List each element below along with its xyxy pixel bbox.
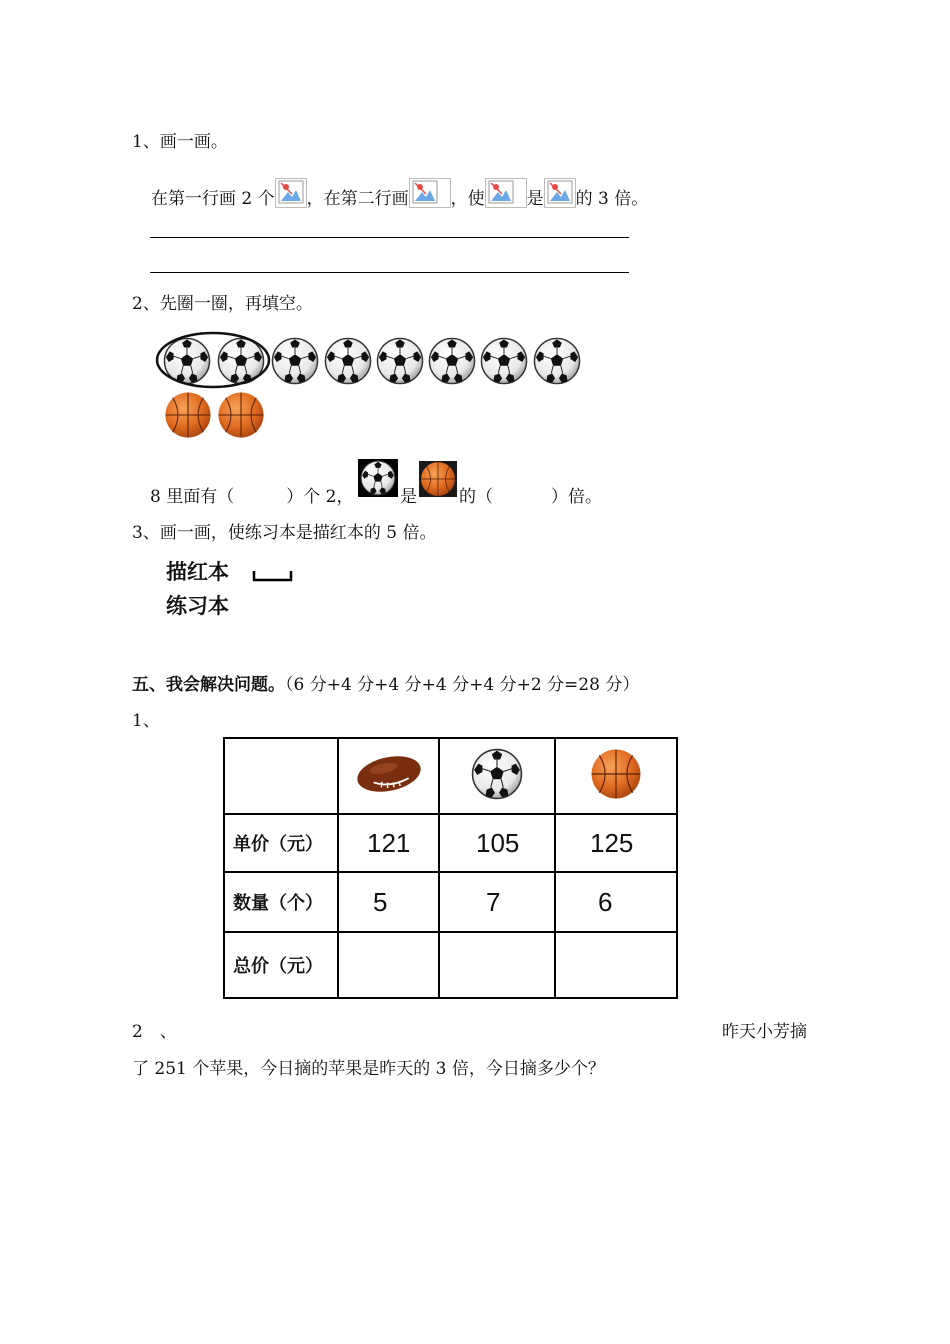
soccer-ball-icon xyxy=(358,459,398,497)
row-header-unit-price: 单价（元） xyxy=(224,814,338,872)
q2-fill-text-5: ）倍。 xyxy=(551,487,602,507)
table-cell: 121 xyxy=(338,814,439,872)
table-cell: 5 xyxy=(338,872,439,932)
section-five-score: （6 分+4 分+4 分+4 分+4 分+2 分=28 分） xyxy=(285,675,640,695)
problem-2-text-right: 昨天小芳摘 xyxy=(722,1022,807,1042)
table-row xyxy=(224,814,677,872)
problem-2-text: 了 251 个苹果，今日摘的苹果是昨天的 3 倍，今日摘多少个？ xyxy=(132,1059,605,1079)
q1-text-1: 在第一行画 2 个 xyxy=(151,189,275,209)
q1-text-2: ，在第二行画 xyxy=(306,189,409,209)
notebook-segment xyxy=(252,569,294,583)
table-cell: 125 xyxy=(555,814,677,872)
image-placeholder-icon xyxy=(275,178,307,208)
q2-fill-tail xyxy=(459,482,602,507)
soccer-ball-icon xyxy=(271,337,319,385)
q3-label-miaohongben: 描红本 xyxy=(166,560,229,584)
q2-fill-text-1: 8 里面有（ xyxy=(150,487,235,507)
answer-cell[interactable] xyxy=(338,932,439,998)
q2-fill-line xyxy=(150,482,353,507)
answer-cell[interactable] xyxy=(555,932,677,998)
soccer-ball-icon xyxy=(533,337,581,385)
table-cell: 7 xyxy=(439,872,555,932)
q2-fill-text-3: 是 xyxy=(400,487,417,507)
basketball-icon xyxy=(419,461,457,497)
soccer-ball-icon xyxy=(471,748,523,800)
section-five-heading xyxy=(132,670,639,695)
basketball-icon xyxy=(590,748,642,800)
table-col-basketball xyxy=(555,738,677,814)
soccer-ball-icon xyxy=(480,337,528,385)
problem-1-label: 1、 xyxy=(132,711,160,731)
q2-fill-text-4: 的（ xyxy=(459,487,493,507)
soccer-ball-icon xyxy=(428,337,476,385)
table-cell: 105 xyxy=(439,814,555,872)
soccer-ball-icon xyxy=(324,337,372,385)
circle-group-mark xyxy=(154,330,272,390)
image-placeholder-icon xyxy=(409,178,451,208)
q3-title: 3、画一画，使练习本是描红本的 5 倍。 xyxy=(132,523,437,543)
problem-2-label: 2 、 xyxy=(132,1022,177,1042)
table-header-row xyxy=(224,738,677,814)
q2-fill-text-2: ）个 2， xyxy=(286,487,354,507)
q3-label-lianxiben: 练习本 xyxy=(166,594,229,618)
image-placeholder-icon xyxy=(485,178,527,208)
image-placeholder-icon xyxy=(544,178,576,208)
q1-title: 1、画一画。 xyxy=(132,132,228,152)
q1-text-3: ，使 xyxy=(450,189,485,209)
answer-cell[interactable] xyxy=(439,932,555,998)
answer-line-2[interactable] xyxy=(150,272,629,273)
soccer-ball-icon xyxy=(376,337,424,385)
answer-line-1[interactable] xyxy=(150,237,629,238)
q2-title: 2、先圈一圈，再填空。 xyxy=(132,294,313,314)
row-header-quantity: 数量（个） xyxy=(224,872,338,932)
table-col-soccer xyxy=(439,738,555,814)
q1-text-5: 的 3 倍。 xyxy=(575,189,649,209)
table-cell: 6 xyxy=(555,872,677,932)
q1-instruction xyxy=(151,178,648,209)
basketball-icon xyxy=(164,391,212,439)
row-header-total: 总价（元） xyxy=(224,932,338,998)
price-table xyxy=(223,737,678,999)
table-corner-cell xyxy=(224,738,338,814)
table-row xyxy=(224,932,677,998)
basketball-icon xyxy=(217,391,265,439)
table-row xyxy=(224,872,677,932)
table-col-football xyxy=(338,738,439,814)
q1-text-4: 是 xyxy=(526,189,544,209)
section-five-title: 五、我会解决问题。 xyxy=(132,675,285,695)
football-icon xyxy=(354,752,424,796)
